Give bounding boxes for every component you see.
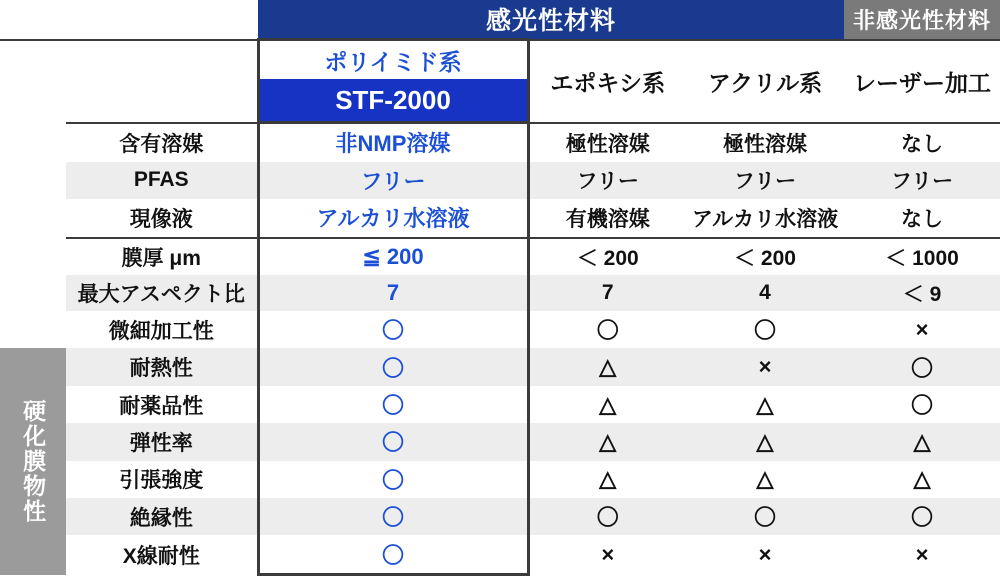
banner-spacer — [0, 0, 258, 40]
cell-acrylic: 4 — [686, 275, 844, 311]
cell-laser: ＜ 9 — [844, 275, 1000, 311]
row-label: 弾性率 — [66, 423, 258, 460]
cell-acrylic: ＜ 200 — [686, 238, 844, 275]
table-row — [0, 423, 1000, 460]
cell-epoxy: × — [528, 535, 686, 574]
row-label: PFAS — [66, 162, 258, 199]
banner-row — [0, 0, 1000, 40]
header-corner-spacer — [0, 40, 258, 123]
row-label: 耐熱性 — [66, 348, 258, 385]
cell-laser: なし — [844, 123, 1000, 162]
table-row — [0, 238, 1000, 275]
banner-nonphotosensitive: 非感光性材料 — [844, 0, 1000, 40]
table-row — [0, 275, 1000, 311]
cell-epoxy: △ — [528, 386, 686, 423]
cell-epoxy: △ — [528, 423, 686, 460]
cell-laser: ＜ 1000 — [844, 238, 1000, 275]
table-row — [0, 498, 1000, 535]
row-label: 微細加工性 — [66, 311, 258, 348]
cell-laser: 〇 — [844, 498, 1000, 535]
cell-epoxy: 極性溶媒 — [528, 123, 686, 162]
cell-epoxy: フリー — [528, 162, 686, 199]
row-label: 最大アスペクト比 — [66, 275, 258, 311]
cell-epoxy: 〇 — [528, 311, 686, 348]
row-label: 絶縁性 — [66, 498, 258, 535]
cell-acrylic: × — [686, 535, 844, 574]
row-label: 膜厚 μm — [66, 238, 258, 275]
banner-photosensitive: 感光性材料 — [258, 0, 844, 40]
header-row-upper — [0, 40, 1000, 80]
table-row — [0, 461, 1000, 498]
cell-stf: 〇 — [258, 311, 528, 348]
cell-acrylic: 極性溶媒 — [686, 123, 844, 162]
group-label-environment: 環境 対応 — [0, 123, 66, 238]
cell-laser: 〇 — [844, 348, 1000, 385]
cell-stf: 〇 — [258, 386, 528, 423]
row-label: 耐薬品性 — [66, 386, 258, 423]
row-label: X線耐性 — [66, 535, 258, 574]
header-acrylic: アクリル系 — [686, 40, 844, 123]
cell-stf: 7 — [258, 275, 528, 311]
cell-epoxy: ＜ 200 — [528, 238, 686, 275]
table-row — [0, 311, 1000, 348]
cell-epoxy: 7 — [528, 275, 686, 311]
cell-acrylic: 〇 — [686, 311, 844, 348]
cell-stf: 〇 — [258, 535, 528, 574]
table-row — [0, 386, 1000, 423]
header-epoxy: エポキシ系 — [528, 40, 686, 123]
group-label-processability: 加工性 — [0, 238, 66, 349]
header-polyimide: ポリイミド系 — [258, 40, 528, 80]
header-laser: レーザー加工 — [844, 40, 1000, 123]
cell-laser: フリー — [844, 162, 1000, 199]
cell-laser: △ — [844, 461, 1000, 498]
cell-epoxy: △ — [528, 348, 686, 385]
group-label-film-properties: 硬化膜物性 — [0, 348, 66, 574]
cell-epoxy: △ — [528, 461, 686, 498]
table-row — [0, 348, 1000, 385]
cell-acrylic: △ — [686, 386, 844, 423]
cell-stf: 〇 — [258, 498, 528, 535]
cell-acrylic: × — [686, 348, 844, 385]
row-label: 含有溶媒 — [66, 123, 258, 162]
cell-laser: 〇 — [844, 386, 1000, 423]
cell-laser: なし — [844, 199, 1000, 238]
cell-stf: 非NMP溶媒 — [258, 123, 528, 162]
table-row — [0, 199, 1000, 238]
header-product-stf2000: STF-2000 — [258, 79, 528, 123]
row-label: 現像液 — [66, 199, 258, 238]
cell-stf: ≦ 200 — [258, 238, 528, 275]
cell-laser: × — [844, 311, 1000, 348]
table-row — [0, 535, 1000, 574]
cell-epoxy: 有機溶媒 — [528, 199, 686, 238]
cell-stf: 〇 — [258, 348, 528, 385]
cell-stf: フリー — [258, 162, 528, 199]
cell-acrylic: アルカリ水溶液 — [686, 199, 844, 238]
cell-laser: × — [844, 535, 1000, 574]
cell-epoxy: 〇 — [528, 498, 686, 535]
cell-stf: アルカリ水溶液 — [258, 199, 528, 238]
cell-acrylic: 〇 — [686, 498, 844, 535]
cell-acrylic: フリー — [686, 162, 844, 199]
cell-stf: 〇 — [258, 423, 528, 460]
row-label: 引張強度 — [66, 461, 258, 498]
cell-laser: △ — [844, 423, 1000, 460]
table-row — [0, 162, 1000, 199]
cell-stf: 〇 — [258, 461, 528, 498]
table-row — [0, 123, 1000, 162]
cell-acrylic: △ — [686, 461, 844, 498]
cell-acrylic: △ — [686, 423, 844, 460]
